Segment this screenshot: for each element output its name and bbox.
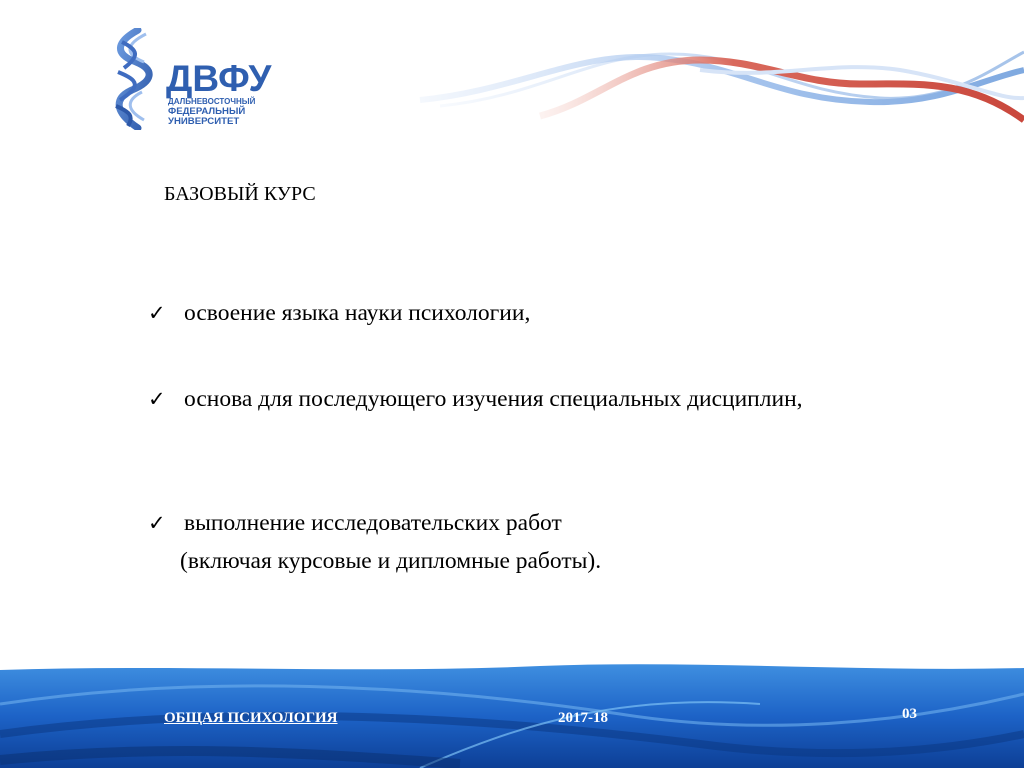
logo-subtitle-line: ДАЛЬНЕВОСТОЧНЫЙ (168, 97, 256, 106)
section-title: БАЗОВЫЙ КУРС (164, 183, 316, 205)
page-number: 03 (902, 706, 917, 722)
logo-title: ДВФУ (166, 58, 272, 99)
list-item (148, 382, 932, 416)
footer-course-name: ОБЩАЯ ПСИХОЛОГИЯ (164, 710, 338, 726)
checkmark-icon: ✓ (148, 511, 166, 535)
list-item-text: основа для последующего изучения специальных дисциплин, (184, 386, 803, 412)
list-item-text: выполнение исследовательских работ (184, 510, 562, 536)
list-item (148, 506, 932, 540)
logo-subtitle-line: ФЕДЕРАЛЬНЫЙ (168, 106, 246, 117)
list-item (148, 296, 932, 330)
logo-subtitle-line: УНИВЕРСИТЕТ (168, 116, 240, 127)
dna-helix-icon (108, 28, 164, 130)
list-item-continuation: (включая курсовые и дипломные работы). (180, 548, 602, 574)
list-item-text: освоение языка науки психологии, (184, 300, 531, 326)
decorative-waves-top (400, 40, 1024, 130)
logo-subtitle (168, 96, 255, 126)
footer-background (0, 664, 1024, 768)
footer-band (0, 664, 1024, 768)
checkmark-icon: ✓ (148, 301, 166, 325)
checkmark-icon: ✓ (148, 387, 166, 411)
university-logo (108, 28, 272, 132)
footer-year: 2017-18 (558, 710, 608, 726)
